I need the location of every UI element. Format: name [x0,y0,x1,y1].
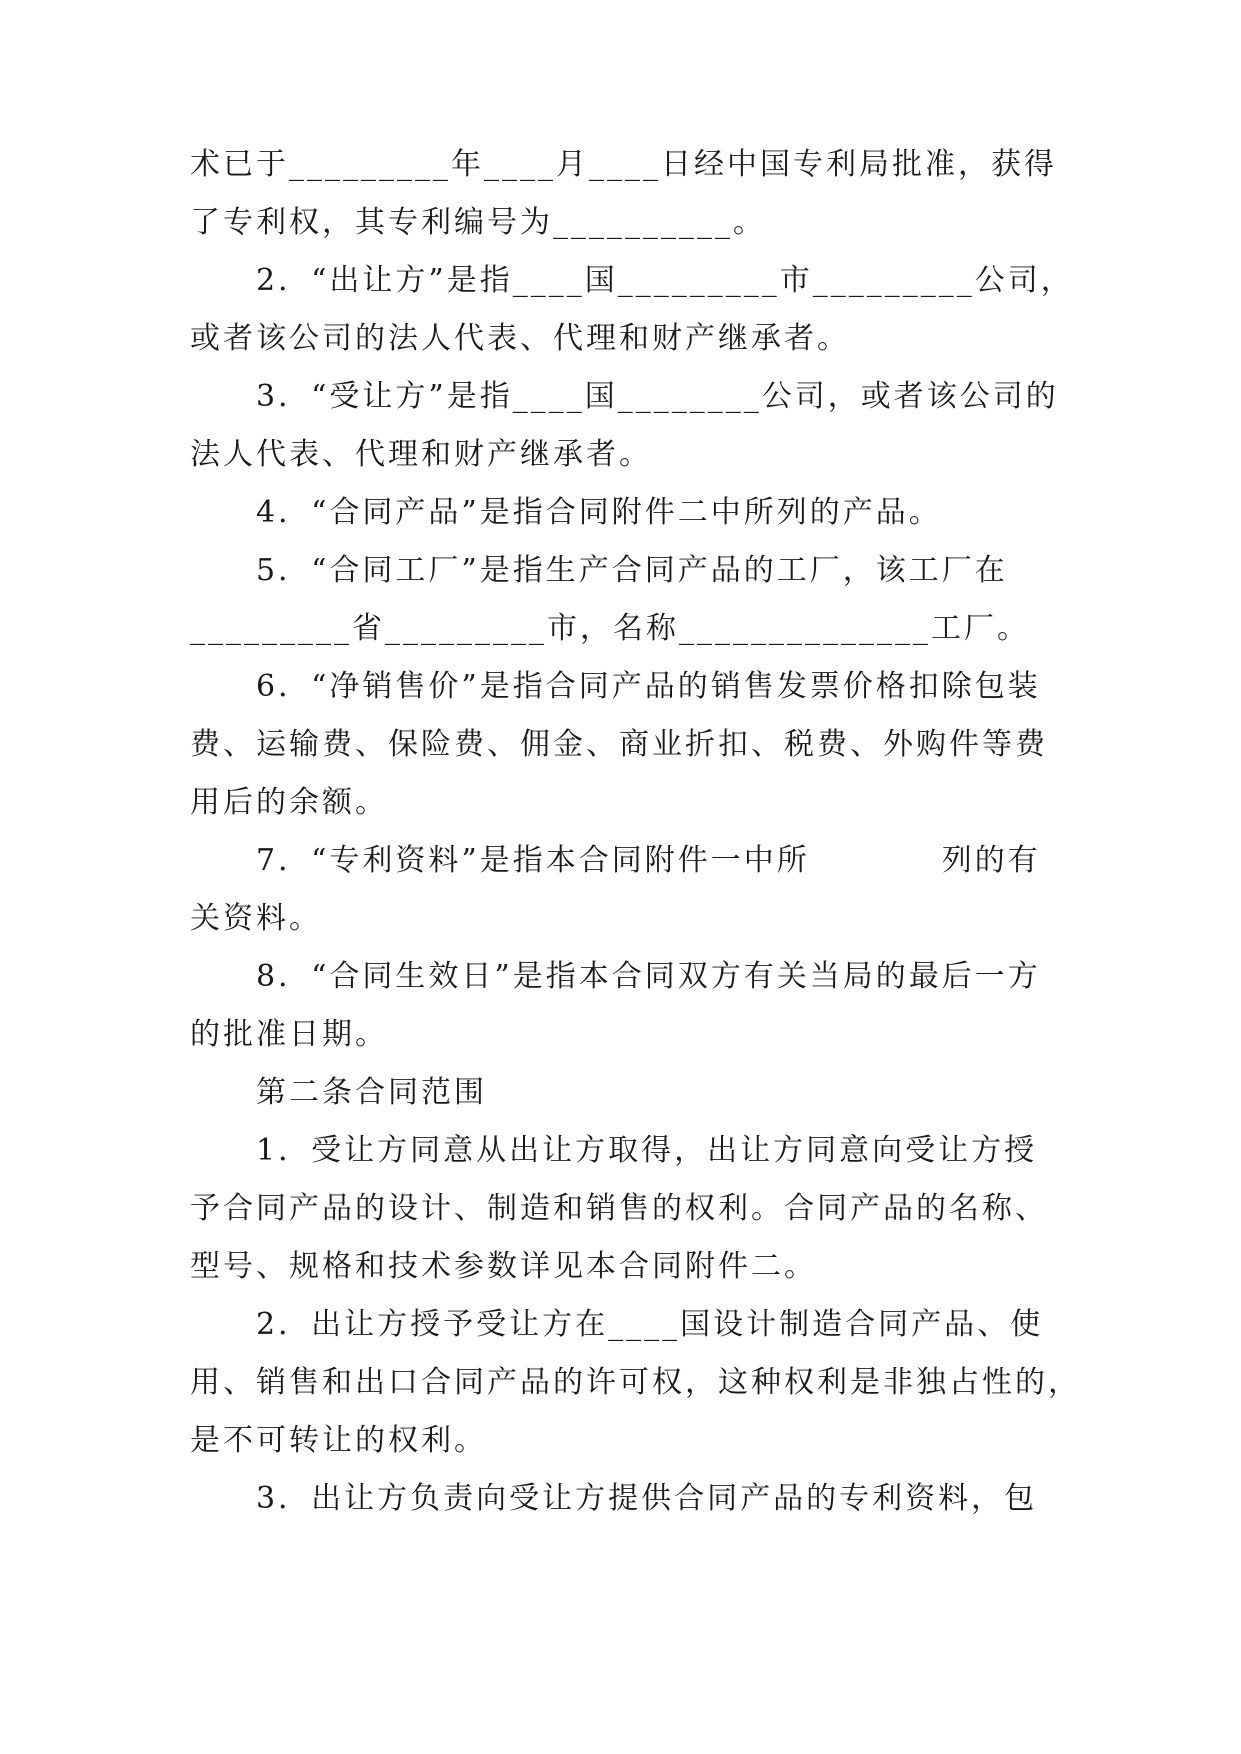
text-line-23: 是不可转让的权利。 [190,1423,487,1458]
text-line-1: 术已于_________年____月____日经中国专利局批准，获得 [190,147,1057,182]
text-line-13: 7．“专利资料”是指本合同附件一中所 列的有 [256,843,1041,878]
text-line-12: 用后的余额。 [190,785,388,820]
text-line-11: 费、运输费、保险费、佣金、商业折扣、税费、外购件等费 [190,727,1048,762]
text-line-24: 3．出让方负责向受让方提供合同产品的专利资料，包 [256,1481,1038,1516]
text-line-19: 予合同产品的设计、制造和销售的权利。合同产品的名称、 [190,1191,1048,1226]
text-line-5: 3．“受让方”是指____国________公司，或者该公司的 [256,379,1059,414]
text-line-16: 的批准日期。 [190,1017,388,1052]
text-line-15: 8．“合同生效日”是指本合同双方有关当局的最后一方 [256,959,1041,994]
text-line-4: 或者该公司的法人代表、代理和财产继承者。 [190,321,850,356]
text-line-8: 5．“合同工厂”是指生产合同产品的工厂，该工厂在 [256,553,1008,588]
text-line-6: 法人代表、代理和财产继承者。 [190,437,652,472]
text-line-22: 用、销售和出口合同产品的许可权，这种权利是非独占性的， [190,1365,1081,1400]
text-line-14: 关资料。 [190,901,322,936]
text-line-3: 2．“出让方”是指____国_________市_________公司， [256,263,1074,298]
section-heading: 第二条合同范围 [256,1075,487,1110]
text-line-9: _________省_________市，名称______________工厂。 [190,611,1030,646]
text-line-10: 6．“净销售价”是指合同产品的销售发票价格扣除包装 [256,669,1041,704]
text-line-7: 4．“合同产品”是指合同附件二中所列的产品。 [256,495,942,530]
text-line-20: 型号、规格和技术参数详见本合同附件二。 [190,1249,817,1284]
text-line-2: 了专利权，其专利编号为__________。 [190,205,766,240]
text-line-18: 1．受让方同意从出让方取得，出让方同意向受让方授 [256,1133,1038,1168]
text-line-21: 2．出让方授予受让方在____国设计制造合同产品、使 [256,1307,1044,1342]
